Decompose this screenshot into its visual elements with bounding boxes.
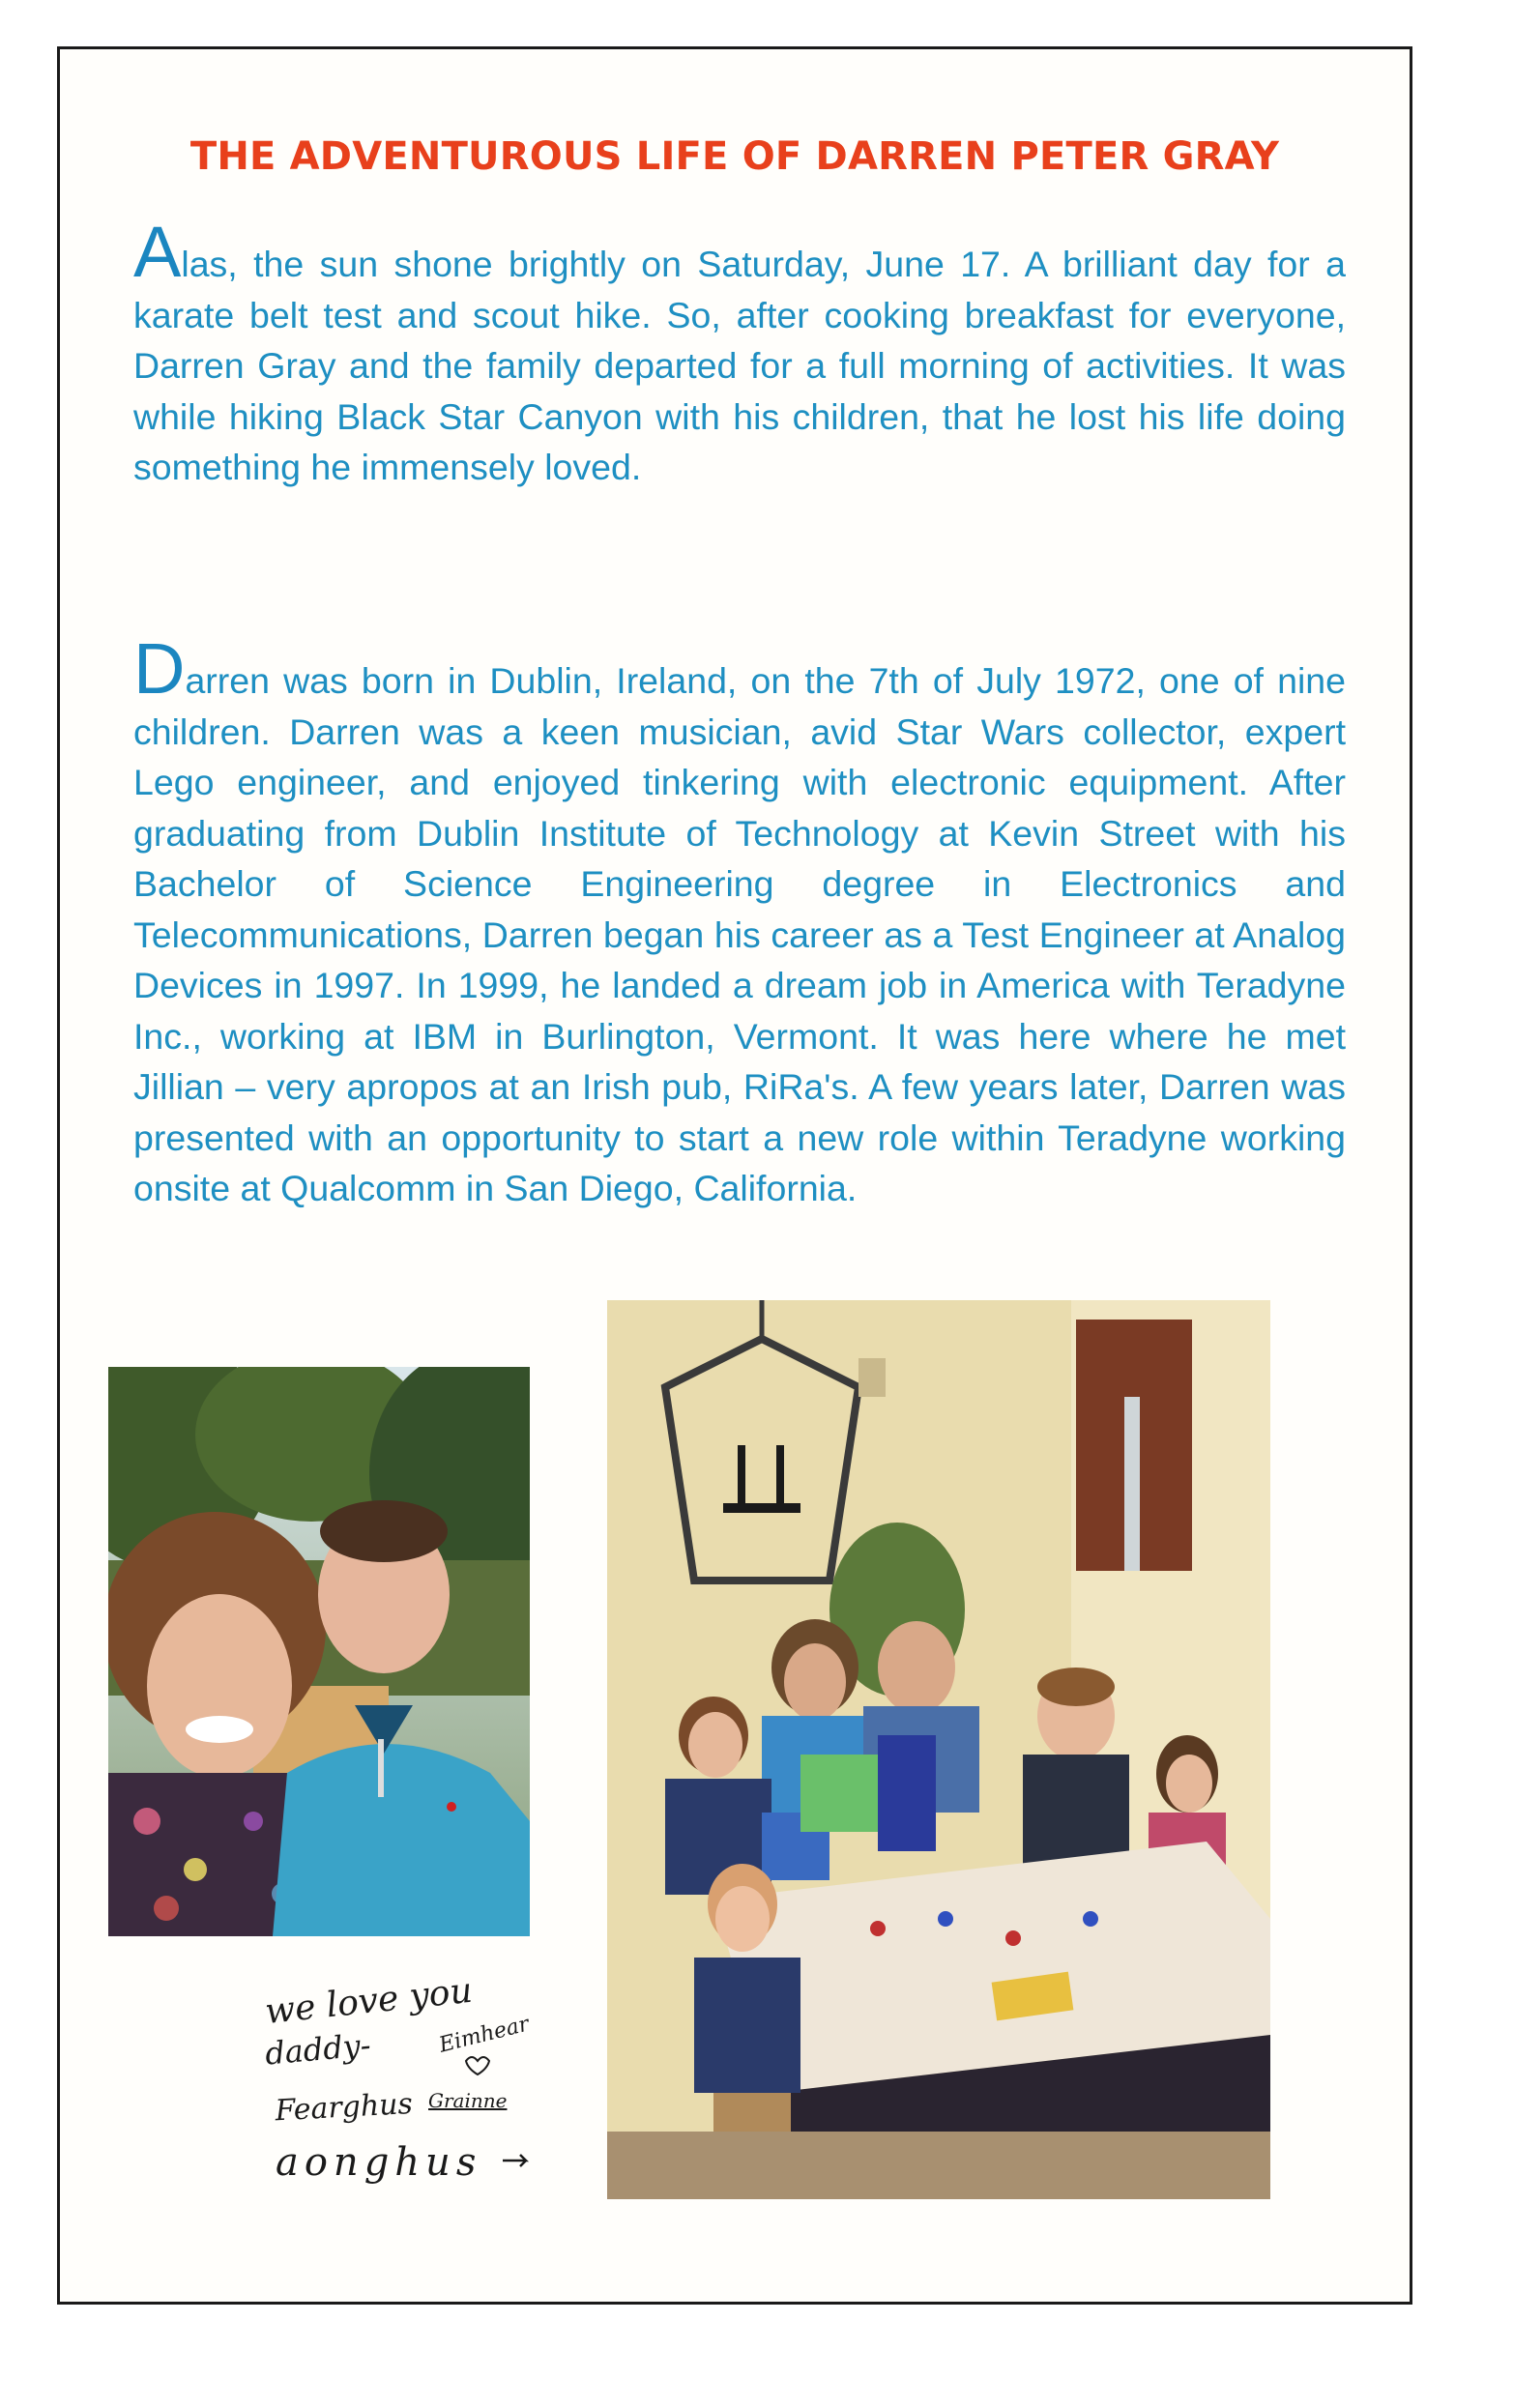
paragraph-intro bbox=[133, 212, 1346, 493]
handwriting-line-4: aonghus bbox=[276, 2140, 482, 2185]
family-photo-image bbox=[607, 1300, 1270, 2199]
couple-photo-image bbox=[108, 1367, 530, 1936]
couple-photo bbox=[108, 1367, 530, 1936]
handwriting-extra-2: Grainne bbox=[428, 2089, 508, 2112]
paragraph-biography bbox=[133, 628, 1346, 1214]
family-photo bbox=[607, 1300, 1270, 2199]
arrow-doodle bbox=[503, 2155, 526, 2166]
paragraph-biography-text: arren was born in Dublin, Ireland, on the 7th of July 1972, one of nine children. Darren was a keen musician, avid Star Wars collector, expert Lego engineer, and enjoyed tinkering with electronic equipment. After graduating from Dublin Institute of Technology at Kevin Street with his Bachelor of Science Engineering degree in Electronics and Telecommunications, Darren began his career as a Test Engineer at Analog Devices in 1997. In 1999, he landed a dream job in America with Teradyne Inc., working at IBM in Burlington, Vermont. It was here where he met Jillian – very apropos at an Irish pub, RiRa's. A few years later, Darren was presented with an opportunity to start a new role within Teradyne working onsite at Qualcomm in San Diego, California. bbox=[133, 660, 1346, 1208]
handwriting-line-3: Fearghus bbox=[274, 2086, 414, 2129]
handwriting-line-1: we love you bbox=[263, 1972, 475, 2033]
handwriting-extra-1: Eimhear bbox=[436, 2012, 532, 2058]
page-title: THE ADVENTUROUS LIFE OF DARREN PETER GRAY bbox=[189, 134, 1280, 179]
handwriting-line-2: daddy- bbox=[263, 2026, 372, 2073]
dropcap-d: D bbox=[133, 628, 186, 709]
handwritten-note bbox=[213, 1972, 599, 2214]
paragraph-intro-text: las, the sun shone brightly on Saturday, June 17. A brilliant day for a karate belt test and scout hike. So, after cooking breakfast for everyone, Darren Gray and the family departed for a full morning of activities. It was while hiking Black Star Canyon with his children, that he lost his life doing something he immensely loved. bbox=[133, 244, 1346, 487]
handwritten-note-drawing bbox=[213, 1972, 599, 2214]
dropcap-a: A bbox=[133, 212, 182, 292]
heart-doodle bbox=[466, 2057, 489, 2074]
